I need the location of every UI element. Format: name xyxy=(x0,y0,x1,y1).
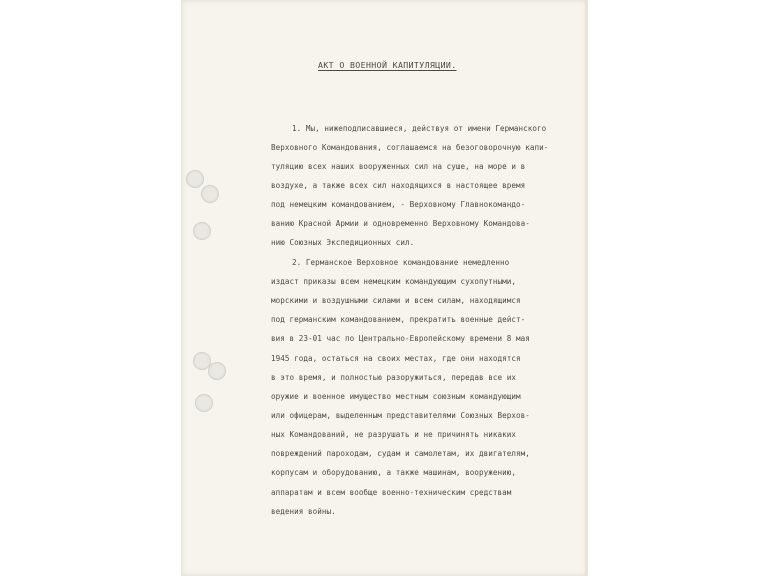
text-line: или офицерам, выделенным представителями Союзных Верхов- xyxy=(271,411,530,420)
text-line: ванию Красной Армии и одновременно Верховному Командова- xyxy=(271,219,530,228)
text-line: аппаратам и всем вообще военно-техническим средствам xyxy=(271,488,512,497)
text-line: под немецким командованием, - Верховному Главнокомандо- xyxy=(271,200,526,209)
text-line: Верховного Командования, соглашаемся на безоговорочную капи- xyxy=(271,143,549,152)
text-line: издаст приказы всем немецким командующим сухопутными, xyxy=(271,277,516,286)
punch-hole xyxy=(195,394,213,412)
text-line: под германским командованием, прекратить военные дейст- xyxy=(271,315,526,324)
punch-hole xyxy=(208,362,226,380)
text-line: повреждений пароходам, судам и самолетам, их двигателям, xyxy=(271,449,530,458)
text-line: оружие и военное имущество местным союзным командующим xyxy=(271,392,521,401)
text-line: 2. Германское Верховное командование немедленно xyxy=(292,258,510,267)
text-line: в это время, и полностью разоружиться, передав все их xyxy=(271,373,516,382)
text-line: 1945 года, остаться на своих местах, где они находятся xyxy=(271,354,521,363)
page-edge xyxy=(585,0,588,576)
punch-hole xyxy=(193,222,211,240)
text-line: вия в 23-01 час по Центрально-Европейскому времени 8 мая xyxy=(271,334,530,343)
document-title: АКТ О ВОЕННОЙ КАПИТУЛЯЦИИ. xyxy=(318,60,457,70)
text-line: воздухе, а также всех сил находящихся в настоящее время xyxy=(271,181,526,190)
punch-hole xyxy=(201,185,219,203)
text-line: морскими и воздушными силами и всем силам, находящимся xyxy=(271,296,521,305)
text-line: ведения войны. xyxy=(271,507,336,516)
text-line: 1. Мы, нижеподписавшиеся, действуя от имени Германского xyxy=(292,124,547,133)
text-line: туляцию всех наших вооруженных сил на суше, на море и в xyxy=(271,162,526,171)
text-line: нию Союзных Экспедиционных сил. xyxy=(271,238,415,247)
punch-hole xyxy=(186,170,204,188)
text-line: корпусам и оборудованию, а также машинам, вооружению, xyxy=(271,468,516,477)
text-line: ных Командований, не разрушать и не причинять никаких xyxy=(271,430,516,439)
